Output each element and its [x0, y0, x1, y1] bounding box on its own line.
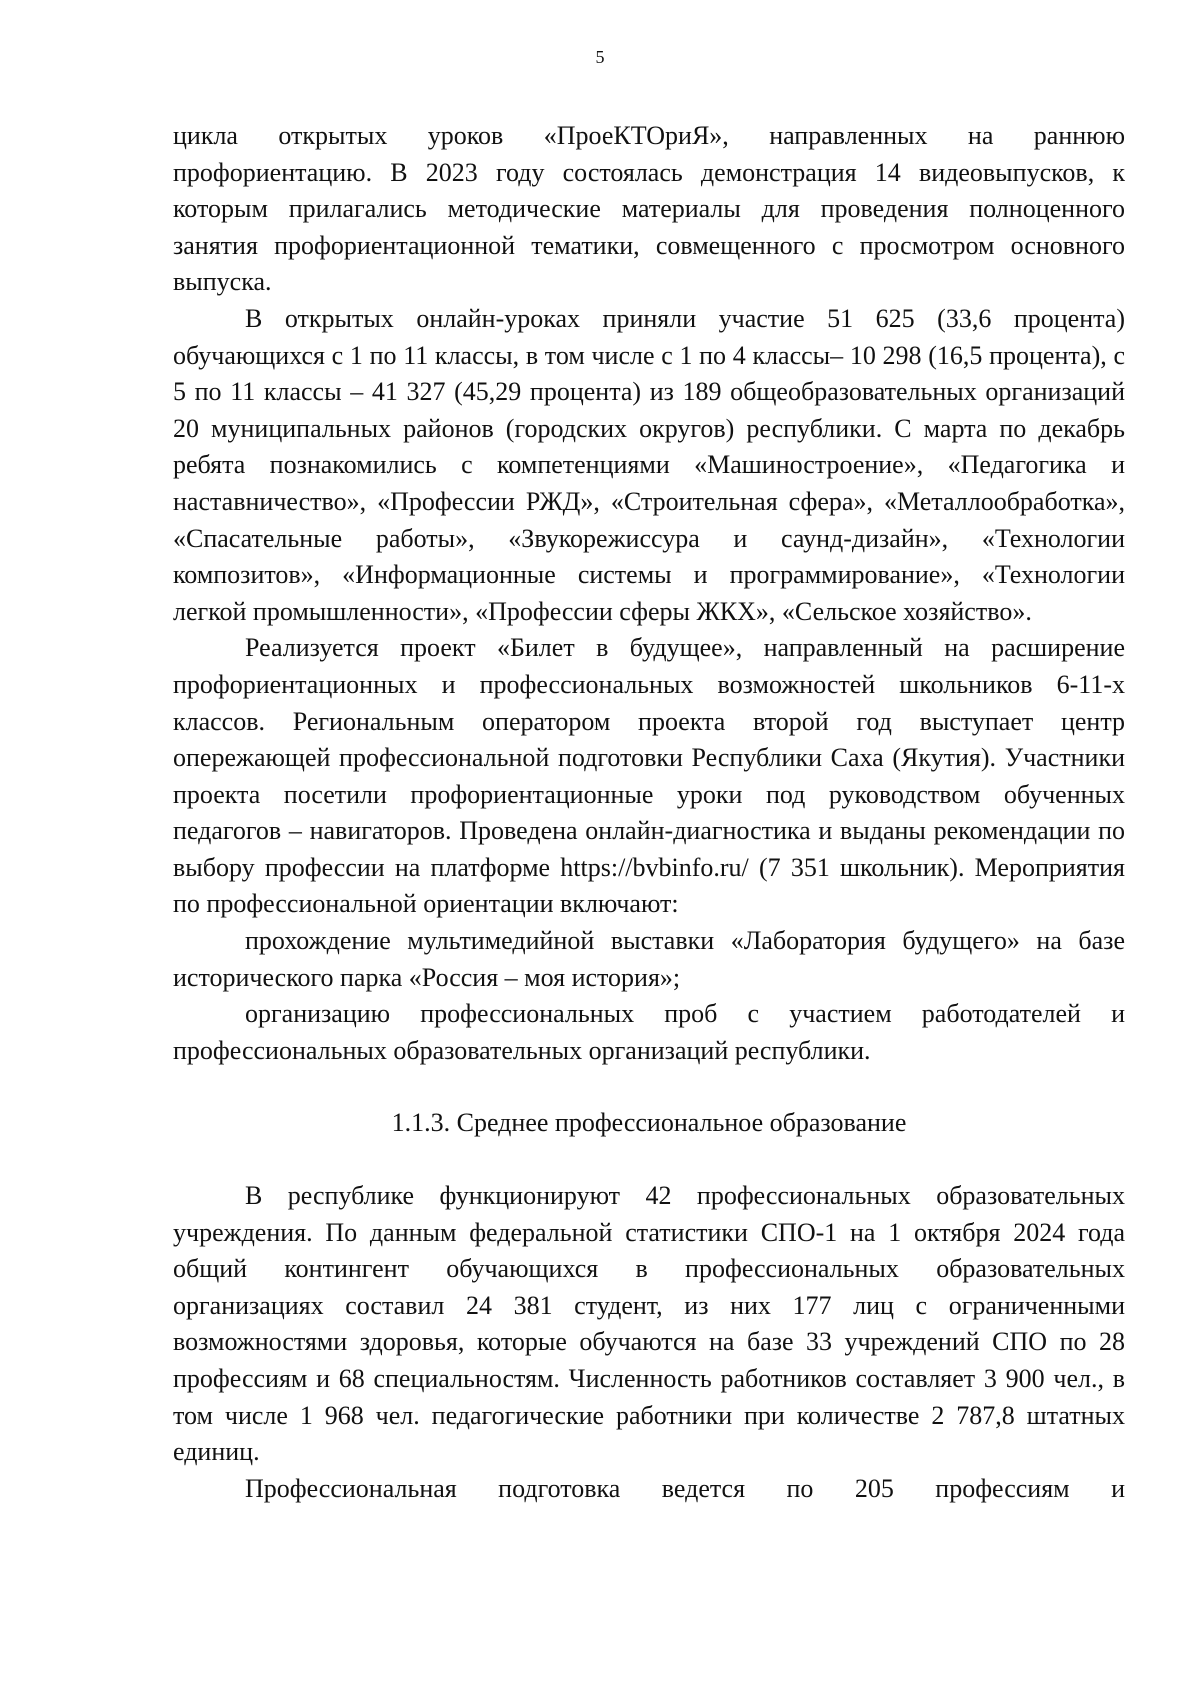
paragraph-proektoriya: цикла открытых уроков «ПроеКТОриЯ», направленных на раннюю профориентацию. В 2023 году состоялась демонстрация 14 видеовыпусков, к которым прилагались методические материалы для проведения полноценного занятия профориентационной тематики, совмещенного с просмотром основного выпуска. — [173, 121, 1125, 297]
paragraph-online-lessons: В открытых онлайн-уроках приняли участие 51 625 (33,6 процента) обучающихся с 1 по 11 классы, в том числе с 1 по 4 классы– 10 298 (16,5 процента), с 5 по 11 классы – 41 327 (45,29 процента) из 189 общеобразовательных организаций 20 муниципальных районов (городских округов) республики. С марта по декабрь ребята познакомились с компетенциями «Машиностроение», «Педагогика и наставничество», «Профессии РЖД», «Строительная сфера», «Металлообработка», «Спасательные работы», «Звукорежиссура и саунд-дизайн», «Технологии композитов», «Информационные системы и программирование», «Технологии легкой промышленности», «Профессии сферы ЖКХ», «Сельское хозяйство». — [173, 303, 1125, 626]
section-title: 1.1.3. Среднее профессиональное образование — [391, 1108, 907, 1138]
paragraph-exhibition: прохождение мультимедийной выставки «Лаборатория будущего» на базе исторического парка «Россия – моя история»; — [173, 926, 1125, 992]
paragraph-vocational-institutions: В республике функционируют 42 профессиональных образовательных учреждения. По данным федеральной статистики СПО-1 на 1 октября 2024 года общий контингент обучающихся в профессиональных образовательных организациях составил 24 381 студент, из них 177 лиц с ограниченными возможностями здоровья, которые обучаются на базе 33 учреждений СПО по 28 профессиям и 68 специальностям. Численность работников составляет 3 900 чел., в том числе 1 968 чел. педагогические работники при количестве 2 787,8 штатных единиц. — [173, 1181, 1125, 1467]
paragraph-vocational-training: Профессиональная подготовка ведется по 205 профессиям и — [245, 1473, 1125, 1503]
paragraph-ticket-to-future: Реализуется проект «Билет в будущее», направленный на расширение профориентационных и профессиональных возможностей школьников 6-11-х классов. Региональным оператором проекта второй год выступает центр опережающей профессиональной подготовки Республики Саха (Якутия). Участники проекта посетили профориентационные уроки под руководством обученных педагогов – навигаторов. Проведена онлайн-диагностика и выданы рекомендации по выбору профессии на платформе https://bvbinfo.ru/ (7 351 школьник). Мероприятия по профессиональной ориентации включают: — [173, 633, 1125, 919]
page-number: 5 — [595, 47, 605, 67]
document-body — [173, 118, 1125, 1507]
paragraph-professional-trials: организацию профессиональных проб с участием работодателей и профессиональных образовательных организаций республики. — [173, 999, 1125, 1065]
